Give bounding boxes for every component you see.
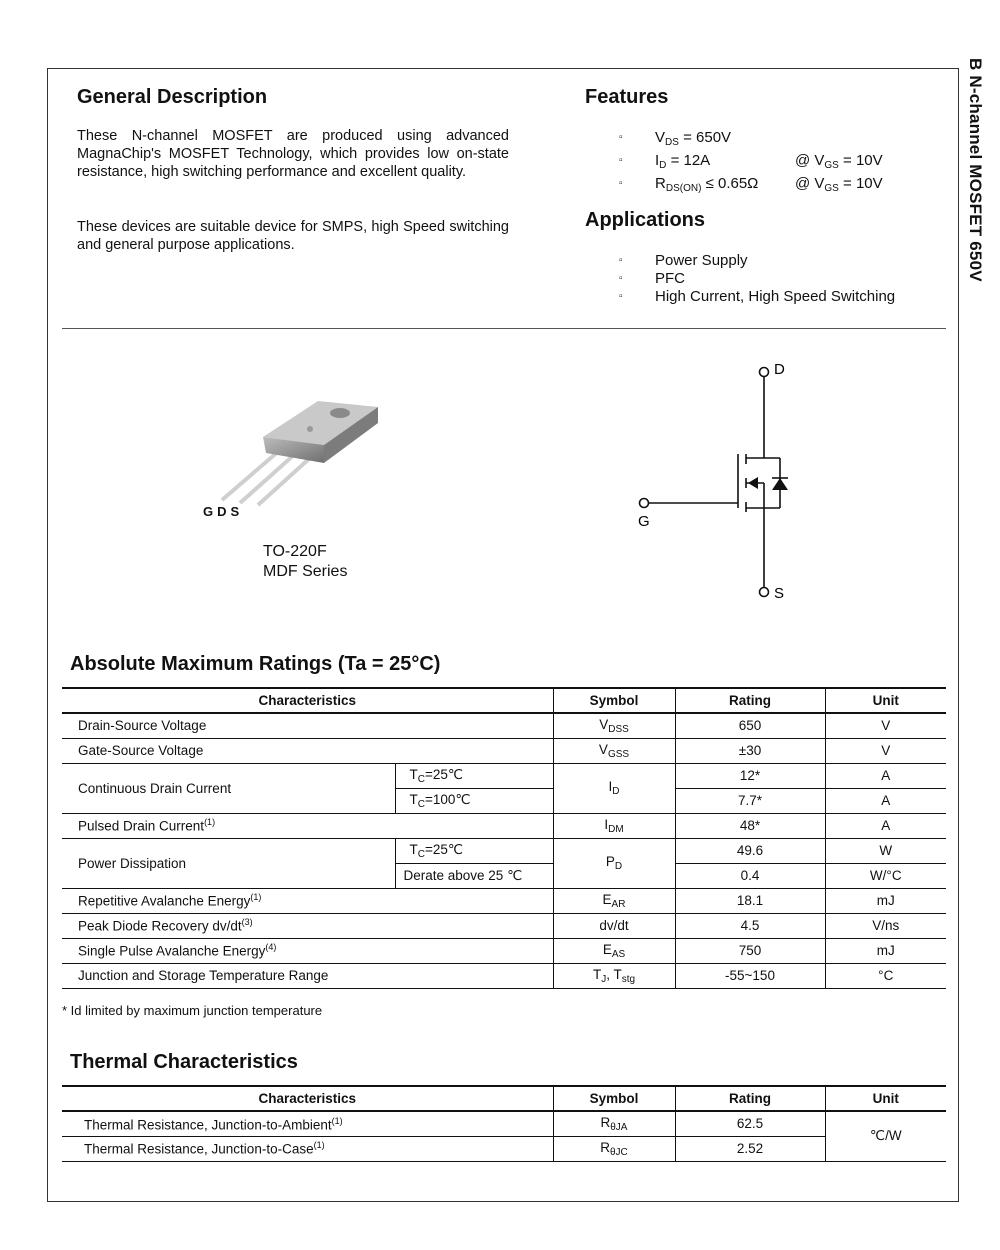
section-divider <box>62 328 946 329</box>
table-row: Repetitive Avalanche Energy$^{(1)}$ $E_{AR}$ 18.1 mJ <box>62 888 946 913</box>
thermal-table <box>62 1085 946 1162</box>
drain-terminal <box>760 368 769 377</box>
mosfet-schematic-symbol <box>630 358 810 608</box>
table-row: Pulsed Drain Current$^{(1)}$ $I_{DM}$ 48* A <box>62 813 946 838</box>
table-row: Power Dissipation $T_C=25℃$ $P_D$ 49.6 W <box>62 838 946 863</box>
application-item: ▫ High Current, High Speed Switching <box>619 288 896 305</box>
source-label: S <box>774 585 785 602</box>
bullet-icon: ▫ <box>619 255 623 266</box>
bullet-icon: ▫ <box>619 132 623 143</box>
body-arrow <box>748 477 758 489</box>
bullet-icon: ▫ <box>619 273 623 284</box>
feature-item-id: ▫ $I_D = 12A$ @ $V_{GS} = 10V$ <box>655 152 758 175</box>
table-row: Thermal Resistance, Junction-to-Ambient$^{(1)}$ $R_{\theta JA}$ 62.5 ℃/W <box>62 1111 946 1136</box>
table-row: Continuous Drain Current $T_C=25℃$ $I_D$ 12* A <box>62 763 946 788</box>
feature-item-rdson: ▫ $R_{DS(ON)} \le 0.65\Omega$ @ $V_{GS} = 10V$ <box>655 175 758 198</box>
table-row: Peak Diode Recovery $dv/dt^{(3)}$ dv/dt 4.5 V/ns <box>62 913 946 938</box>
to220f-package-image <box>200 395 400 507</box>
abs-max-title: Absolute Maximum Ratings (Ta = 25°C) <box>70 653 441 675</box>
bullet-icon: ▫ <box>619 291 623 302</box>
features-title: Features <box>585 86 669 108</box>
features-list <box>619 129 883 198</box>
table-row: $T_C=100℃$ 7.7* A <box>62 788 946 813</box>
table-row: Single Pulse Avalanche Energy$^{(4)}$ $E_{AS}$ 750 mJ <box>62 938 946 963</box>
bullet-icon: ▫ <box>619 178 623 189</box>
package-series: MDF Series <box>263 563 348 580</box>
table-row: Junction and Storage Temperature Range $T_J$, $T_{stg}$ -55~150 °C <box>62 963 946 988</box>
applications-title: Applications <box>585 209 706 231</box>
table-row: Thermal Resistance, Junction-to-Case$^{(1)}$ $R_{\theta JC}$ 2.52 <box>62 1136 946 1161</box>
general-description-title: General Description <box>77 86 268 108</box>
package-name: TO-220F <box>263 543 327 560</box>
package-pin-labels: GDS <box>203 504 244 519</box>
table-row: Drain-Source Voltage $V_{DSS}$ 650 V <box>62 713 946 738</box>
abs-max-footnote: * Id limited by maximum junction temperature <box>62 1003 323 1018</box>
gate-terminal <box>640 499 649 508</box>
feature-condition: @ $V_{GS} = 10V$ <box>795 175 883 194</box>
thermal-title: Thermal Characteristics <box>70 1051 298 1073</box>
source-terminal <box>760 588 769 597</box>
table-row: Derate above 25 ℃ 0.4 W/°C <box>62 863 946 888</box>
application-item: ▫ PFC <box>619 270 685 287</box>
bullet-icon: ▫ <box>619 155 623 166</box>
body-diode <box>772 478 788 490</box>
table-header-row: Characteristics Symbol Rating Unit <box>62 688 946 713</box>
gate-label: G <box>638 513 650 530</box>
applications-list <box>619 252 896 306</box>
table-header-row: Characteristics Symbol Rating Unit <box>62 1086 946 1111</box>
general-description-paragraph-1: These N-channel MOSFET are produced using advanced MagnaChip's MOSFET Technology, which provides low on-state resistance, high switching performance and excellent quality. <box>77 128 509 180</box>
side-title: B N-channel MOSFET 650V <box>966 58 985 282</box>
package-mounting-hole <box>330 408 350 418</box>
feature-item-vds: ▫ $V_{DS} = 650V$ <box>619 129 732 148</box>
application-item: ▫ Power Supply <box>619 252 748 269</box>
drain-label: D <box>774 361 785 378</box>
table-row: Gate-Source Voltage $V_{GSS}$ ±30 V <box>62 738 946 763</box>
general-description-paragraph-2: These devices are suitable device for SMPS, high Speed switching and general purpose applications. <box>77 219 509 253</box>
abs-max-table <box>62 687 946 989</box>
feature-condition: @ $V_{GS} = 10V$ <box>795 152 883 171</box>
